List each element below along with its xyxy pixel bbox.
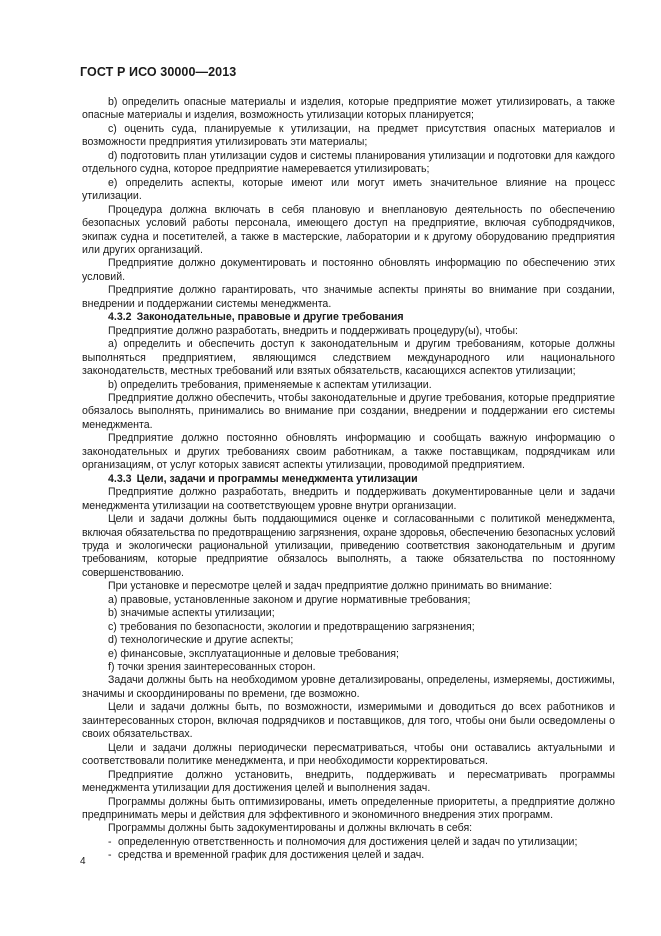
paragraph: Предприятие должно постоянно обновлять информацию и сообщать важную информацию о законодательных и других требованиях своим работникам, а также поставщикам, подрядчикам или организациям, от услуг которых зависят аспекты утилизации, проводимой предприятием.	[82, 432, 615, 472]
paragraph: Предприятие должно разработать, внедрить и поддерживать документированные цели и задачи менеджмента утилизации на соответствующем уровне внутри организации.	[82, 486, 615, 512]
dash-marker: -	[108, 849, 112, 862]
section-heading-4-3-2	[82, 311, 615, 324]
dash-list-item	[82, 836, 615, 849]
paragraph: Предприятие должно установить, внедрить, поддерживать и пересматривать программы менеджмента утилизации для достижения целей и выполнения задач.	[82, 768, 615, 795]
paragraph: Предприятие должно гарантировать, что значимые аспекты приняты во внимание при создании, внедрении и поддержании системы менеджмента.	[82, 284, 615, 310]
document-body	[82, 96, 615, 863]
section-title: Законодательные, правовые и другие требования	[136, 311, 404, 324]
list-item-e: e) определить аспекты, которые имеют или могут иметь значительное влияние на процесс утилизации.	[82, 176, 615, 203]
section-heading-4-3-3	[82, 473, 615, 486]
list-item-b: b) значимые аспекты утилизации;	[108, 607, 275, 620]
paragraph: Цели и задачи должны быть поддающимися оценке и согласованными с политикой менеджмента, включая обязательства по предотвращению загрязнения, охране здоровья, обеспечению безопасных условий труда и экологически рациональной утилизации, приведению соответствия законодательным и другим требованиям, которые предприятие обязалось выполнять, а также обязательства по постоянному совершенствованию.	[82, 513, 615, 579]
section-number: 4.3.2	[108, 311, 132, 324]
section-title: Цели, задачи и программы менеджмента утилизации	[136, 472, 418, 485]
list-item-c: c) оценить суда, планируемые к утилизации, на предмет присутствия опасных материалов и возможности предприятия утилизировать эти материалы;	[82, 122, 615, 149]
document-header: ГОСТ Р ИСО 30000—2013	[80, 65, 237, 79]
list-item-b: b) определить опасные материалы и изделия, которые предприятие может утилизировать, а также опасные материалы и изделия, возможность утилизации которых планируется;	[82, 96, 615, 122]
list-item-c: c) требования по безопасности, экологии и предотвращению загрязнения;	[108, 620, 475, 633]
dash-item-text: определенную ответственность и полномочия для достижения целей и задач по утилизации;	[118, 835, 578, 848]
paragraph: Цели и задачи должны периодически пересматриваться, чтобы они оставались актуальными и соответствовали политике менеджмента, и при необходимости корректироваться.	[82, 741, 615, 768]
paragraph: Процедура должна включать в себя плановую и внеплановую деятельность по обеспечению безопасных условий работы персонала, имеющего доступ на предприятие, включая субподрядчиков, экипаж судна и посетителей, а также в мастерские, лаборатории и к другому оборудованию предприятия или других организаций.	[82, 203, 615, 256]
dash-list-item	[82, 849, 615, 862]
dash-marker: -	[108, 835, 112, 848]
list-item-d: d) технологические и другие аспекты;	[108, 634, 294, 647]
paragraph: Предприятие должно разработать, внедрить и поддерживать процедуру(ы), чтобы:	[108, 324, 518, 337]
list-item-f: f) точки зрения заинтересованных сторон.	[108, 661, 316, 674]
list-item-d: d) подготовить план утилизации судов и системы планирования утилизации и подготовки для каждого отдельного судна, которое предприятие намеревается утилизировать;	[82, 149, 615, 176]
list-item-a: a) определить и обеспечить доступ к законодательным и другим требованиям, которые должны выполняться предприятием, являющимся следствием международного или национального законодательств, местных требований или взятых обязательств, касающихся аспектов утилизации;	[82, 338, 615, 378]
paragraph: Предприятие должно документировать и постоянно обновлять информацию по обеспечению этих условий.	[82, 257, 615, 283]
paragraph: Задачи должны быть на необходимом уровне детализированы, определены, измеряемы, достижимы, значимы и скоординированы по времени, где возможно.	[82, 674, 615, 700]
section-number: 4.3.3	[108, 472, 132, 485]
paragraph: Цели и задачи должны быть, по возможности, измеримыми и доводиться до всех работников и заинтересованных сторон, включая подрядчиков и поставщиков, для того, чтобы они были осведомлены о своих обязательствах.	[82, 701, 615, 741]
list-item-b: b) определить требования, применяемые к аспектам утилизации.	[108, 378, 432, 391]
list-item-e: e) финансовые, эксплуатационные и деловые требования;	[108, 647, 399, 660]
paragraph: Программы должны быть оптимизированы, иметь определенные приоритеты, а предприятие должно предпринимать меры и действия для эффективного и экономичного внедрения этих программ.	[82, 795, 615, 822]
page-number: 4	[80, 856, 86, 867]
list-item-a: a) правовые, установленные законом и другие нормативные требования;	[108, 593, 471, 606]
paragraph: Программы должны быть задокументированы и должны включать в себя:	[108, 822, 473, 835]
paragraph: При установке и пересмотре целей и задач предприятие должно принимать во внимание:	[108, 580, 553, 593]
paragraph: Предприятие должно обеспечить, чтобы законодательные и другие требования, которые предприятие обязалось выполнять, принимались во внимание при создании, внедрении и поддержании его системы менеджмента.	[82, 391, 615, 431]
dash-item-text: средства и временной график для достижения целей и задач.	[118, 849, 425, 862]
